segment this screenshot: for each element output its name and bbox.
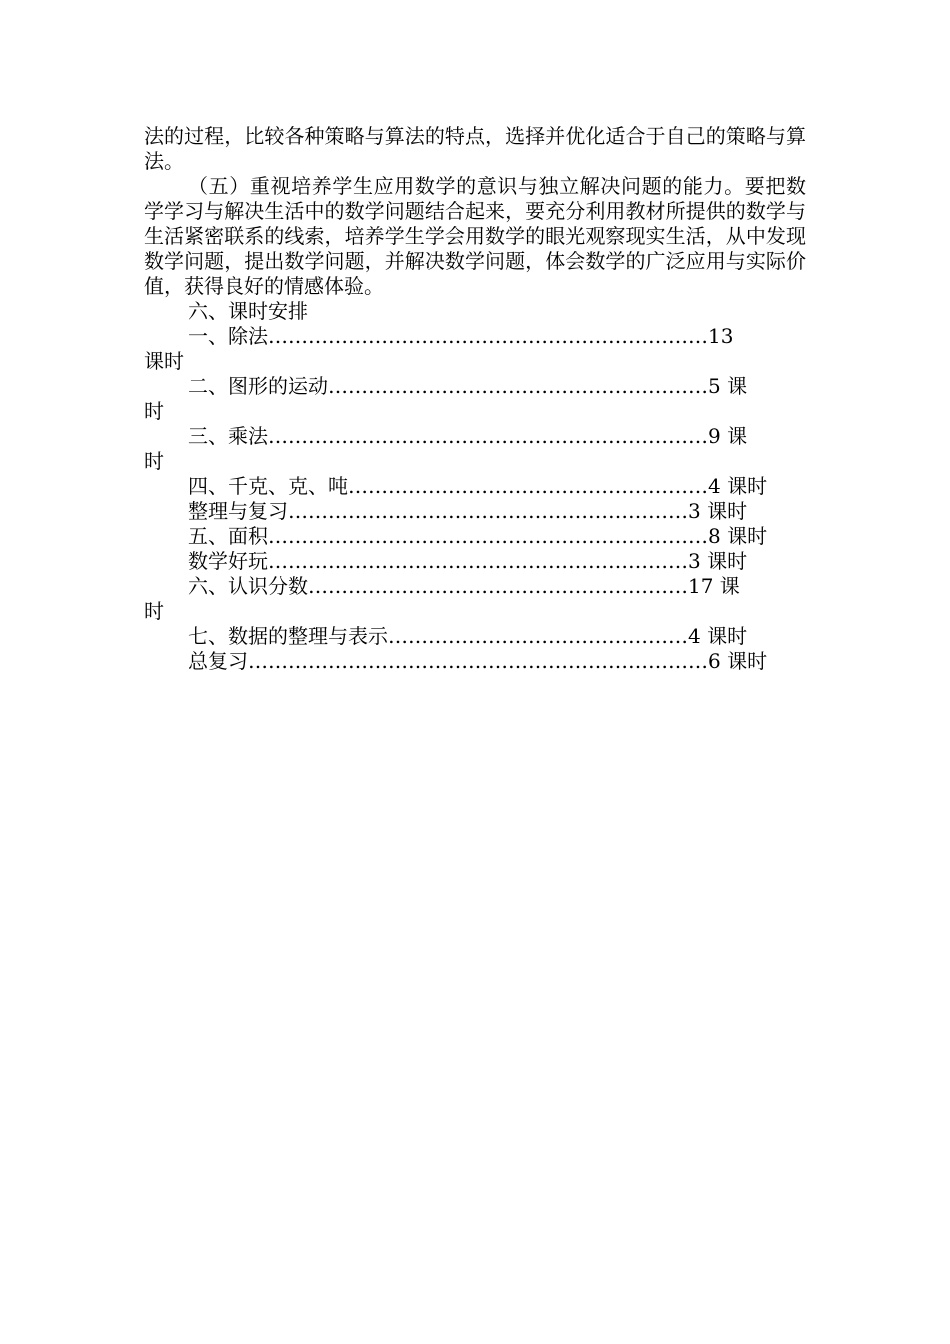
schedule-item-continuation: 时	[144, 399, 164, 423]
schedule-item-line: 四、千克、克、吨………………………………………………4 课时	[188, 474, 768, 498]
schedule-item-line: 数学好玩………………………………………………………3 课时	[188, 549, 748, 573]
document-body	[144, 124, 806, 674]
schedule-item	[144, 374, 806, 424]
schedule-item-line: 二、图形的运动…………………………………………………5 课	[188, 374, 748, 398]
schedule-item-line: 六、认识分数…………………………………………………17 课	[188, 574, 740, 598]
schedule-item-line: 一、除法…………………………………………………………13	[188, 324, 734, 348]
schedule-heading: 六、课时安排	[188, 299, 308, 323]
schedule-item-line: 整理与复习……………………………………………………3 课时	[188, 499, 748, 523]
schedule-item-continuation: 课时	[144, 349, 184, 373]
schedule-item-continuation: 时	[144, 449, 164, 473]
schedule-item	[144, 574, 806, 624]
paragraph-continuation: 法的过程，比较各种策略与算法的特点，选择并优化适合于自己的策略与算法。	[144, 124, 806, 173]
schedule-item-continuation: 时	[144, 599, 164, 623]
schedule-item	[144, 324, 806, 374]
schedule-item-line: 五、面积…………………………………………………………8 课时	[188, 524, 768, 548]
schedule-item-line: 七、数据的整理与表示………………………………………4 课时	[188, 624, 748, 648]
schedule-item	[144, 424, 806, 474]
paragraph-section-five: （五）重视培养学生应用数学的意识与独立解决问题的能力。要把数学学习与解决生活中的数学问题结合起来，要充分利用教材所提供的数学与生活紧密联系的线索，培养学生学会用数学的眼光观察现实生活，从中发现数学问题，提出数学问题，并解决数学问题，体会数学的广泛应用与实际价值，获得良好的情感体验。	[144, 174, 806, 298]
schedule-item-line: 总复习……………………………………………………………6 课时	[188, 649, 768, 673]
schedule-item-line: 三、乘法…………………………………………………………9 课	[188, 424, 748, 448]
